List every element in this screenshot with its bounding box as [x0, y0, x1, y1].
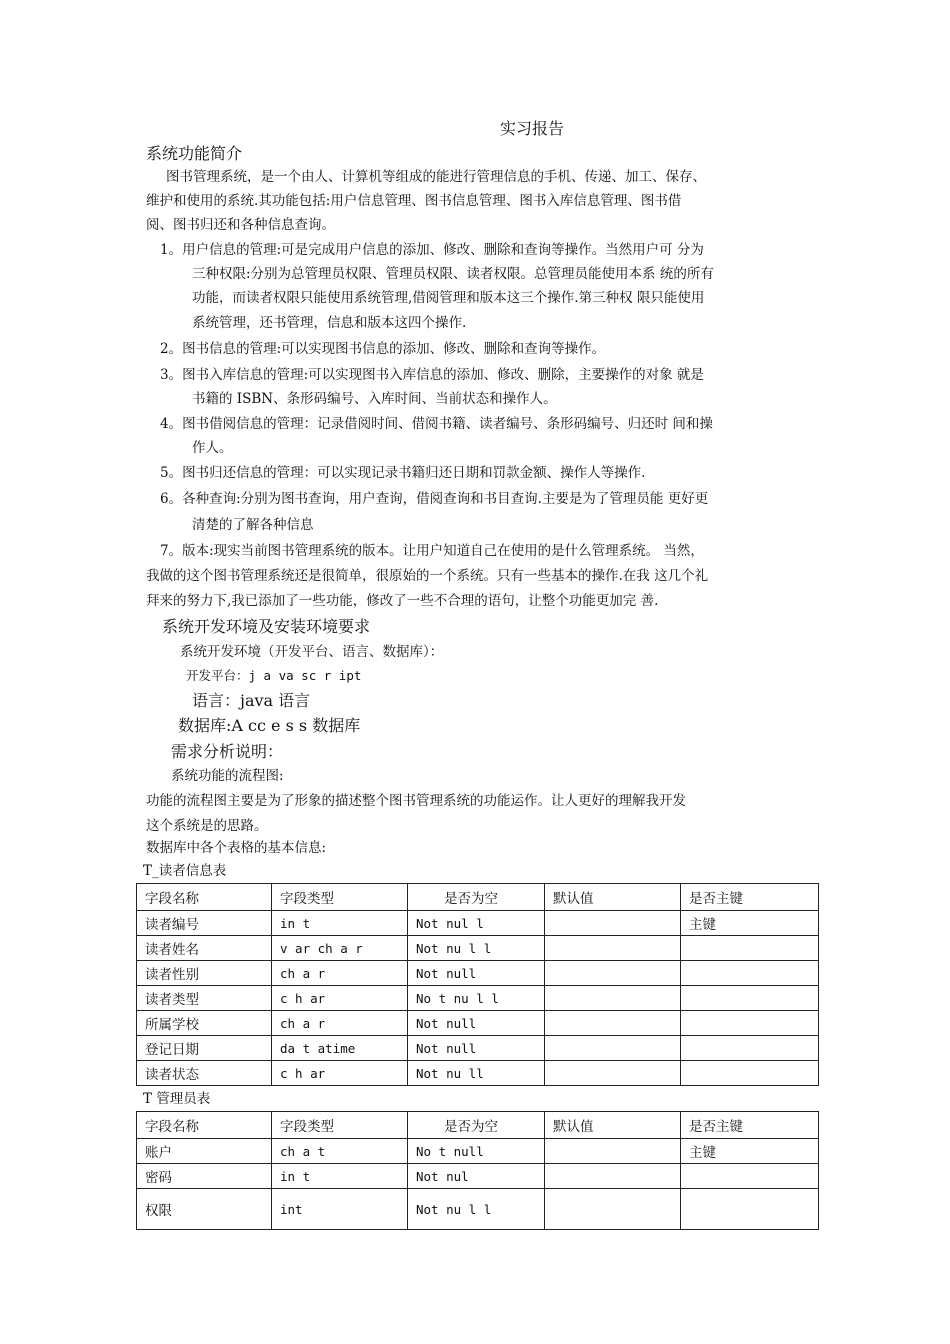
header-cell: 是否为空 — [408, 884, 545, 911]
table-cell: 账户 — [137, 1139, 272, 1164]
table-cell: Not nu l l — [408, 936, 545, 961]
table-cell: 读者性别 — [137, 961, 272, 986]
table-cell: ch a r — [272, 961, 408, 986]
header-cell: 是否主键 — [681, 884, 819, 911]
table-cell: int — [272, 1189, 408, 1230]
table-header-row — [137, 1112, 819, 1139]
feature-item-7-line-3: 拜来的努力下,我已添加了一些功能，修改了一些不合理的语句，让整个功能更加完 善. — [146, 593, 659, 609]
feature-item-6-line-2: 清楚的了解各种信息 — [192, 517, 314, 533]
section-heading-features: 系统功能简介 — [146, 144, 243, 163]
table-cell: c h ar — [272, 986, 408, 1011]
header-cell: 字段名称 — [137, 1112, 272, 1139]
dev-language: 语言：java 语言 — [192, 691, 311, 710]
feature-item-6-line-1: 6。各种查询:分别为图书查询，用户查询，借阅查询和书目查询.主要是为了管理员能 更好更 — [160, 491, 709, 507]
feature-item-5-line-1: 5。图书归还信息的管理：可以实现记录书籍归还日期和罚款金额、操作人等操作. — [160, 465, 646, 481]
table-cell: 密码 — [137, 1164, 272, 1189]
table-cell: 读者类型 — [137, 986, 272, 1011]
feature-item-3-line-2: 书籍的 ISBN、条形码编号、入库时间、当前状态和操作人。 — [192, 391, 557, 407]
table-row — [137, 911, 819, 936]
table-cell — [545, 1139, 681, 1164]
table-cell — [681, 1164, 819, 1189]
feature-item-1-line-1: 1。用户信息的管理:可是完成用户信息的添加、修改、删除和查询等操作。当然用户可 分为 — [160, 242, 704, 258]
table-cell — [681, 1189, 819, 1230]
header-cell: 默认值 — [545, 884, 681, 911]
table-cell — [681, 1036, 819, 1061]
feature-item-7-line-2: 我做的这个图书管理系统还是很简单，很原始的一个系统。只有一些基本的操作.在我 这几个礼 — [146, 568, 709, 584]
table-cell: c h ar — [272, 1061, 408, 1086]
table-cell: 登记日期 — [137, 1036, 272, 1061]
table-cell — [681, 986, 819, 1011]
feature-item-1-line-2: 三种权限:分别为总管理员权限、管理员权限、读者权限。总管理员能使用本系 统的所有 — [192, 266, 714, 282]
table-row — [137, 961, 819, 986]
table-cell: v ar ch a r — [272, 936, 408, 961]
intro-line-3: 阅、图书归还和各种信息查询。 — [146, 217, 335, 233]
table-cell: No t nu l l — [408, 986, 545, 1011]
table-cell: 读者编号 — [137, 911, 272, 936]
table-cell: 主键 — [681, 1139, 819, 1164]
table-row — [137, 1189, 819, 1230]
table-row — [137, 1011, 819, 1036]
table-cell — [545, 986, 681, 1011]
header-cell: 字段类型 — [272, 884, 408, 911]
table-reader-title: T_读者信息表 — [143, 863, 227, 879]
table-row — [137, 1061, 819, 1086]
section-heading-environment: 系统开发环境及安装环境要求 — [162, 617, 371, 636]
page-title: 实习报告 — [499, 119, 564, 138]
flow-desc-line-1: 功能的流程图主要是为了形象的描述整个图书管理系统的功能运作。让人更好的理解我开发 — [146, 793, 686, 809]
table-row — [137, 986, 819, 1011]
table-cell — [545, 1036, 681, 1061]
table-cell: Not null — [408, 961, 545, 986]
feature-item-1-line-4: 系统管理，还书管理，信息和版本这四个操作. — [192, 315, 467, 331]
table-cell — [545, 936, 681, 961]
table-cell: 主键 — [681, 911, 819, 936]
admin-table — [136, 1111, 819, 1230]
header-cell: 是否主键 — [681, 1112, 819, 1139]
flow-desc-line-2: 这个系统是的思路。 — [146, 818, 268, 834]
intro-line-2: 维护和使用的系统.其功能包括:用户信息管理、图书信息管理、图书入库信息管理、图书借 — [146, 193, 682, 209]
db-intro: 数据库中各个表格的基本信息: — [146, 840, 327, 856]
dev-database: 数据库:A cc e s s 数据库 — [178, 716, 361, 735]
feature-item-3-line-1: 3。图书入库信息的管理:可以实现图书入库信息的添加、修改、删除，主要操作的对象 就是 — [160, 367, 704, 383]
table-row — [137, 936, 819, 961]
env-description: 系统开发环境（开发平台、语言、数据库）： — [180, 644, 444, 660]
table-cell: No t null — [408, 1139, 545, 1164]
table-cell: in t — [272, 911, 408, 936]
table-cell — [545, 1164, 681, 1189]
table-cell: 读者姓名 — [137, 936, 272, 961]
table-cell: Not null — [408, 1036, 545, 1061]
table-cell: Not nu l l — [408, 1189, 545, 1230]
table-row — [137, 1036, 819, 1061]
table-cell: 读者状态 — [137, 1061, 272, 1086]
table-cell: Not nul — [408, 1164, 545, 1189]
header-cell: 是否为空 — [408, 1112, 545, 1139]
flow-chart-title: 系统功能的流程图: — [171, 768, 284, 784]
table-cell: 权限 — [137, 1189, 272, 1230]
header-cell: 字段名称 — [137, 884, 272, 911]
feature-item-4-line-1: 4。图书借阅信息的管理：记录借阅时间、借阅书籍、读者编号、条形码编号、归还时 间和操 — [160, 416, 713, 432]
feature-item-4-line-2: 作人。 — [192, 440, 233, 456]
table-cell: Not null — [408, 1011, 545, 1036]
table-cell: in t — [272, 1164, 408, 1189]
table-cell — [681, 961, 819, 986]
table-row — [137, 1164, 819, 1189]
dev-platform: 开发平台：j a va sc r ipt — [186, 668, 362, 683]
table-cell — [545, 1011, 681, 1036]
table-cell: da t atime — [272, 1036, 408, 1061]
table-cell — [545, 1061, 681, 1086]
feature-item-1-line-3: 功能，而读者权限只能使用系统管理,借阅管理和版本这三个操作.第三种权 限只能使用 — [192, 290, 705, 306]
table-cell: ch a r — [272, 1011, 408, 1036]
section-heading-requirements: 需求分析说明： — [171, 742, 284, 761]
table-cell — [545, 1189, 681, 1230]
header-cell: 默认值 — [545, 1112, 681, 1139]
table-cell — [681, 1061, 819, 1086]
table-header-row — [137, 884, 819, 911]
reader-info-table — [136, 883, 819, 1086]
feature-item-2-line-1: 2。图书信息的管理:可以实现图书信息的添加、修改、删除和查询等操作。 — [160, 341, 606, 357]
intro-line-1: 图书管理系统，是一个由人、计算机等组成的能进行管理信息的手机、传递、加工、保存、 — [166, 169, 706, 185]
table-cell — [545, 961, 681, 986]
table-admin-title: T 管理员表 — [143, 1091, 211, 1107]
table-cell — [681, 1011, 819, 1036]
table-cell — [545, 911, 681, 936]
table-row — [137, 1139, 819, 1164]
table-cell: Not nu ll — [408, 1061, 545, 1086]
table-cell: ch a t — [272, 1139, 408, 1164]
feature-item-7-line-1: 7。版本:现实当前图书管理系统的版本。让用户知道自己在使用的是什么管理系统。 当然， — [160, 543, 704, 559]
table-cell: 所属学校 — [137, 1011, 272, 1036]
table-cell — [681, 936, 819, 961]
header-cell: 字段类型 — [272, 1112, 408, 1139]
table-cell: Not nul l — [408, 911, 545, 936]
